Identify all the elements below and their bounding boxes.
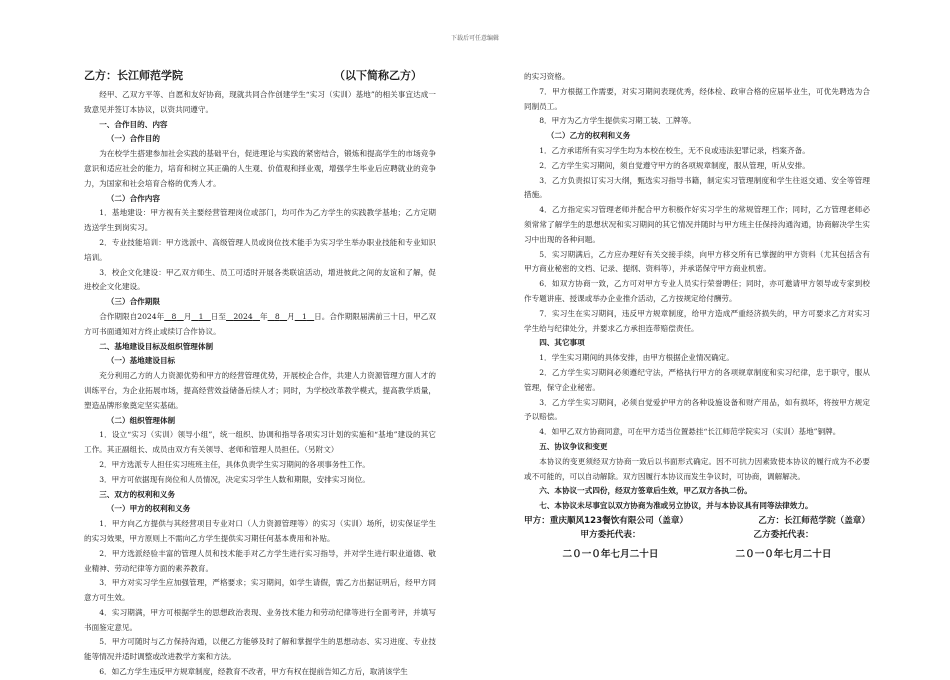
party-a-representative: 甲方委托代表： — [580, 529, 641, 540]
paragraph: 2．专业技能培训：甲方选派中、高级管理人员或岗位技术能手为实习学生举办职业技能和专业知识培训。 — [84, 237, 436, 262]
paragraph: 本协议的变更须经双方协商一致后以书面形式确定。因不可抗力因素致使本协议的履行成为不必要或不可能的，可以自动解除。双方因履行本协议而发生争议时，可协商，调解解决。 — [524, 456, 870, 481]
party-b-title: 乙方：长江师范学院 — [84, 69, 183, 82]
subsection-heading: （二）组织管理体制 — [106, 415, 176, 425]
paragraph: 5．实习期满后，乙方应办理好有关交接手续，向甲方移交所有已掌握的甲方资料（尤其包括含有甲方商业秘密的文档、记录、提纲、资料等），并承诺保守甲方商业机密。 — [524, 249, 870, 274]
section-heading: 六、本协议一式四份，经双方签章后生效，甲乙双方各执二份。 — [539, 486, 752, 496]
paragraph: 2．甲方选派专人担任实习班班主任，具体负责学生实习期间的各项事务性工作。 — [99, 459, 370, 469]
paragraph: 3．甲方可依据现有岗位和人员情况，决定实习学生人数和期限，安排实习岗位。 — [99, 474, 370, 484]
subsection-heading: （二）乙方的权利和义务 — [546, 131, 631, 141]
signature-dates — [524, 548, 870, 562]
section-heading: 五、协议争议和变更 — [539, 441, 608, 451]
paragraph: 充分利用乙方的人力资源优势和甲方的经营管理优势，开展校企合作，共建人力资源管理方面人才的训练平台，为企业拓展市场，提高经营效益储备后续人才；同时，为学校改革教学模式，提高教学质量，塑造品牌形象奠定坚实基础。 — [84, 371, 436, 410]
paragraph: 1．学生实习期间的具体安排，由甲方根据企业情况确定。 — [539, 353, 734, 363]
paragraph: 为在校学生搭建参加社会实践的基础平台，促进理论与实践的紧密结合，锻炼和提高学生的市场竞争意识和适应社会的能力，培育和树立其正确的人生观、价值观和择业观，增强学生毕业后应聘就业的竞争力，为国家和社会培育合格的优秀人才。 — [84, 149, 436, 188]
paragraph: 6．如双方协商一致，乙方可对甲方专业人员实行荣誉聘任；同时，亦可邀请甲方领导或专家到校作专题讲座、授课或举办企业推介活动，乙方按规定给付酬劳。 — [524, 279, 870, 303]
paragraph: 6．如乙方学生违反甲方规章制度，经教育不改者，甲方有权在提前告知乙方后，取消该学生 — [99, 667, 408, 677]
blank-field: 8 — [171, 311, 177, 321]
intro-paragraph: 经甲、乙双方平等、自愿和友好协商，现就共同合作创建学生“实习（实训）基地”的相关事宜达成一致意见并签订本协议，以资共同遵守。 — [84, 90, 436, 114]
paragraph: 7．甲方根据工作需要，对实习期间表现优秀，经体检、政审合格的应届毕业生，可优先聘选为合同制员工。 — [524, 86, 870, 111]
paragraph: 2．甲方选派经验丰富的管理人员和技术能手对乙方学生进行实习指导，并对学生进行职业道德、敬业精神、劳动纪律等方面的素养教育。 — [84, 548, 436, 573]
paragraph: 4．乙方指定实习管理老师并配合甲方积极作好实习学生的常规管理工作；同时，乙方管理老师必须常常了解学生的思想状况和实习期间的其它情况并随时与甲方班主任保持沟通沟通，协商解决学生实习中出现的各种问题。 — [524, 205, 870, 244]
paragraph: 3．甲方对实习学生应加强管理，严格要求；实习期间，如学生请假，需乙方出据证明后，经甲方同意方可生效。 — [84, 578, 436, 603]
subsection-heading: （一）合作目的 — [106, 134, 160, 144]
header-note: 下载后可任意编辑 — [450, 35, 499, 42]
section-heading: 三、双方的权利和义务 — [99, 489, 176, 499]
signature-parties — [524, 514, 870, 528]
signature-representatives — [524, 528, 870, 542]
party-b-alias: （以下简称乙方） — [334, 69, 422, 82]
party-b-date: 二０一０年七月二十日 — [735, 548, 832, 560]
paragraph: 8．甲方为乙方学生提供实习期工装、工牌等。 — [539, 116, 696, 126]
party-a-signature: 甲方：重庆顺风123餐饮有限公司（盖章） — [524, 515, 689, 526]
section-heading: 二、基地建设目标及组织管理体制 — [99, 341, 214, 351]
subsection-heading: （三）合作期限 — [106, 297, 160, 307]
section-heading: 一、合作目的、内容 — [99, 119, 168, 129]
party-b-signature: 乙方：长江师范学院（盖章） — [758, 515, 870, 526]
paragraph: 4．实习期满，甲方可根据学生的思想政治表现、业务技术能力和劳动纪律等进行全面考评，并填写书面鉴定意见。 — [84, 607, 436, 632]
blank-field: 1 — [302, 311, 307, 321]
subsection-heading: （一）甲方的权利和义务 — [106, 504, 191, 514]
blank-field: 2024 — [233, 311, 253, 321]
paragraph: 3．乙方负责拟订实习大纲，甄选实习指导书籍，制定实习管理制度和学生往返交通、安全等管理措施。 — [524, 175, 870, 200]
party-a-date: 二０一０年七月二十日 — [562, 548, 659, 560]
right-column — [524, 70, 870, 562]
party-b-representative: 乙方委托代表： — [753, 529, 814, 540]
paragraph: 7．实习生在实习期间，违反甲方规章制度，给甲方造成严重经济损失的，甲方可要求乙方对实习学生给与纪律处分，并要求乙方承担连带赔偿责任。 — [524, 308, 870, 333]
paragraph: 2．乙方学生实习期间必须遵纪守法，严格执行甲方的各项规章制度和实习纪律，忠于职守，服从管理，保守企业秘密。 — [524, 367, 870, 392]
paragraph: 1．甲方向乙方提供与其经营项目专业对口（人力资源管理等）的实习（实训）场所，切实保证学生的实习效果，甲方原则上不需向乙方学生提供实习期任何基本费用和补贴。 — [84, 519, 436, 543]
blank-field: 8 — [274, 311, 280, 321]
paragraph: 4．如甲乙双方协商同意，可在甲方适当位置悬挂“长江师范学院实习（实训）基地”铜牌。 — [539, 427, 841, 437]
paragraph: 3．校企文化建设：甲乙双方师生、员工可适时开展各类联谊活动，增进彼此之间的友谊和了解，促进校企文化建设。 — [84, 267, 436, 292]
section-heading: 七、本协议未尽事宜以双方协商为准或另立协议，并与本协议具有同等法律效力。 — [539, 501, 813, 511]
paragraph: 2．乙方学生实习期间，须自觉遵守甲方的各项规章制度，服从管理，听从安排。 — [539, 160, 810, 170]
section-heading: 四、其它事项 — [539, 338, 585, 348]
document-title — [84, 68, 436, 84]
paragraph: 5．甲方可随时与乙方保持沟通，以便乙方能够及时了解和掌握学生的思想动态、实习进度、专业技能等情况并适时调整或改进教学方案和方法。 — [84, 637, 436, 662]
paragraph: 3．乙方学生实习期间，必须自觉爱护甲方的各种设施设备和财产用品，如有损坏，将按甲方规定予以赔偿。 — [524, 397, 870, 422]
paragraph: 1．乙方承诺所有实习学生均为本校在校生，无不良或违法犯罪记录，档案齐备。 — [539, 145, 810, 155]
paragraph: 的实习资格。 — [524, 72, 570, 81]
subsection-heading: （二）合作内容 — [106, 193, 160, 203]
period-paragraph: 合作期限自2024年 8 月 1 日至 2024 年 8 月 1 日。合作期限届满前三十日，甲乙双方可书面通知对方终止或续订合作协议。 — [84, 311, 436, 336]
paragraph: 1．基地建设：甲方视有关主要经营管理岗位或部门，均可作为乙方学生的实践教学基地；乙方定期选送学生到岗实习。 — [84, 208, 436, 233]
blank-field: 1 — [198, 311, 204, 321]
subsection-heading: （一）基地建设目标 — [106, 356, 176, 366]
paragraph: 1．设立“实习（实训）领导小组”，统一组织、协调和指导各项实习计划的实施和“基地”建设的其它工作。其正副组长、成员由双方有关领导、老师和管理人员担任。（另附文） — [84, 430, 436, 455]
left-column — [84, 68, 436, 680]
